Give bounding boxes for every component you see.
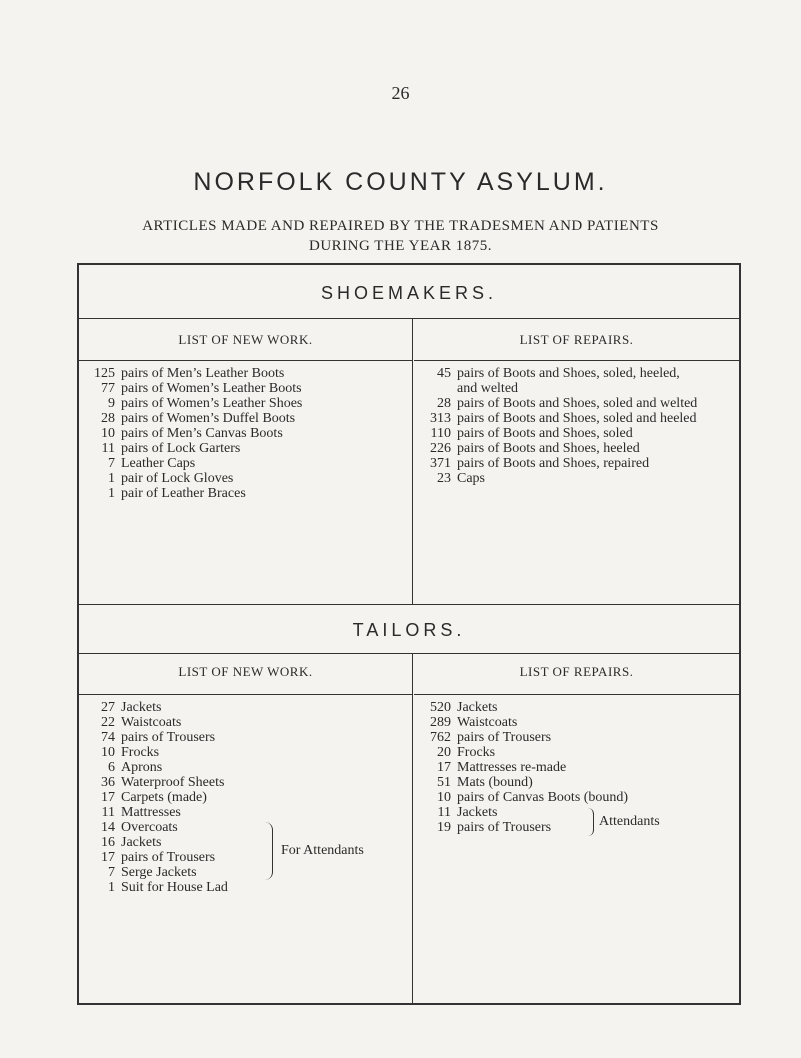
divider bbox=[79, 694, 412, 695]
tailors-new-list bbox=[87, 700, 228, 895]
shoemakers-repairs-heading: LIST OF REPAIRS. bbox=[519, 332, 634, 347]
list-item: 520 Jackets bbox=[430, 700, 498, 715]
list-item: 1 pair of Lock Gloves bbox=[108, 471, 234, 486]
list-item: 16 Jackets bbox=[101, 835, 162, 850]
tailors-repairs-heading: LIST OF REPAIRS. bbox=[519, 664, 634, 679]
list-item: 11 Mattresses bbox=[101, 805, 181, 820]
list-item: 125 pairs of Men’s Leather Boots bbox=[94, 366, 285, 381]
list-item: 28 pairs of Boots and Shoes, soled and welted bbox=[437, 396, 698, 411]
list-item: 10 pairs of Men’s Canvas Boots bbox=[101, 426, 283, 441]
list-item: 762 pairs of Trousers bbox=[430, 730, 552, 745]
list-item: 36 Waterproof Sheets bbox=[101, 775, 225, 790]
page-title: NORFOLK COUNTY ASYLUM. bbox=[193, 168, 608, 196]
tailors-new-heading: LIST OF NEW WORK. bbox=[178, 664, 313, 679]
tailors-repairs-list bbox=[423, 700, 628, 835]
shoemakers-new-heading: LIST OF NEW WORK. bbox=[178, 332, 313, 347]
divider bbox=[79, 604, 739, 605]
attendants-label: Attendants bbox=[599, 814, 660, 829]
list-item: 110 pairs of Boots and Shoes, soled bbox=[430, 426, 633, 441]
list-item: 7 Leather Caps bbox=[108, 456, 196, 471]
list-item: 77 pairs of Women’s Leather Boots bbox=[101, 381, 302, 396]
articles-table bbox=[77, 263, 741, 1005]
page-number: 26 bbox=[391, 83, 410, 103]
for-attendants-label: For Attendants bbox=[281, 843, 364, 858]
list-item: 23 Caps bbox=[437, 471, 485, 486]
subtitle-line-2: DURING THE YEAR 1875. bbox=[309, 238, 492, 254]
list-item: 17 Carpets (made) bbox=[101, 790, 207, 805]
list-item: 10 Frocks bbox=[101, 745, 160, 760]
list-item: 20 Frocks bbox=[437, 745, 496, 760]
list-item: 226 pairs of Boots and Shoes, heeled bbox=[430, 441, 640, 456]
list-item: 371 pairs of Boots and Shoes, repaired bbox=[430, 456, 650, 471]
column-divider bbox=[412, 653, 413, 1003]
shoemakers-repairs-list bbox=[423, 366, 697, 486]
shoemakers-heading: SHOEMAKERS. bbox=[320, 283, 498, 303]
brace-icon bbox=[264, 822, 273, 880]
shoemakers-new-list bbox=[87, 366, 302, 501]
list-item: 11 pairs of Lock Garters bbox=[101, 441, 241, 456]
divider bbox=[414, 360, 739, 361]
list-item: 313 pairs of Boots and Shoes, soled and heeled bbox=[430, 411, 697, 426]
brace-icon bbox=[587, 808, 594, 836]
list-item: 289 Waistcoats bbox=[430, 715, 518, 730]
subtitle-line-1: ARTICLES MADE AND REPAIRED BY THE TRADESMEN AND PATIENTS bbox=[142, 218, 659, 234]
divider bbox=[79, 653, 739, 654]
list-item: 14 Overcoats bbox=[101, 820, 178, 835]
tailors-heading: TAILORS. bbox=[352, 620, 466, 640]
list-item: 6 Aprons bbox=[108, 760, 163, 775]
divider bbox=[414, 694, 739, 695]
list-item: 9 pairs of Women’s Leather Shoes bbox=[108, 396, 303, 411]
list-item: 11 Jackets bbox=[437, 805, 498, 820]
list-item: 19 pairs of Trousers bbox=[437, 820, 552, 835]
divider bbox=[79, 318, 739, 319]
list-item: 74 pairs of Trousers bbox=[101, 730, 216, 745]
list-item: 1 Suit for House Lad bbox=[108, 880, 228, 895]
list-item: 1 pair of Leather Braces bbox=[108, 486, 246, 501]
list-item: 17 Mattresses re-made bbox=[437, 760, 567, 775]
list-item: 28 pairs of Women’s Duffel Boots bbox=[101, 411, 296, 426]
subtitle bbox=[0, 216, 801, 256]
list-item: 7 Serge Jackets bbox=[108, 865, 197, 880]
list-item: 10 pairs of Canvas Boots (bound) bbox=[437, 790, 629, 805]
list-item: 22 Waistcoats bbox=[101, 715, 182, 730]
list-item: 51 Mats (bound) bbox=[437, 775, 533, 790]
list-item: 45 pairs of Boots and Shoes, soled, heeled, bbox=[437, 366, 680, 381]
column-divider bbox=[412, 318, 413, 604]
list-item: and welted bbox=[457, 381, 519, 396]
divider bbox=[79, 360, 412, 361]
list-item: 27 Jackets bbox=[101, 700, 162, 715]
list-item: 17 pairs of Trousers bbox=[101, 850, 216, 865]
